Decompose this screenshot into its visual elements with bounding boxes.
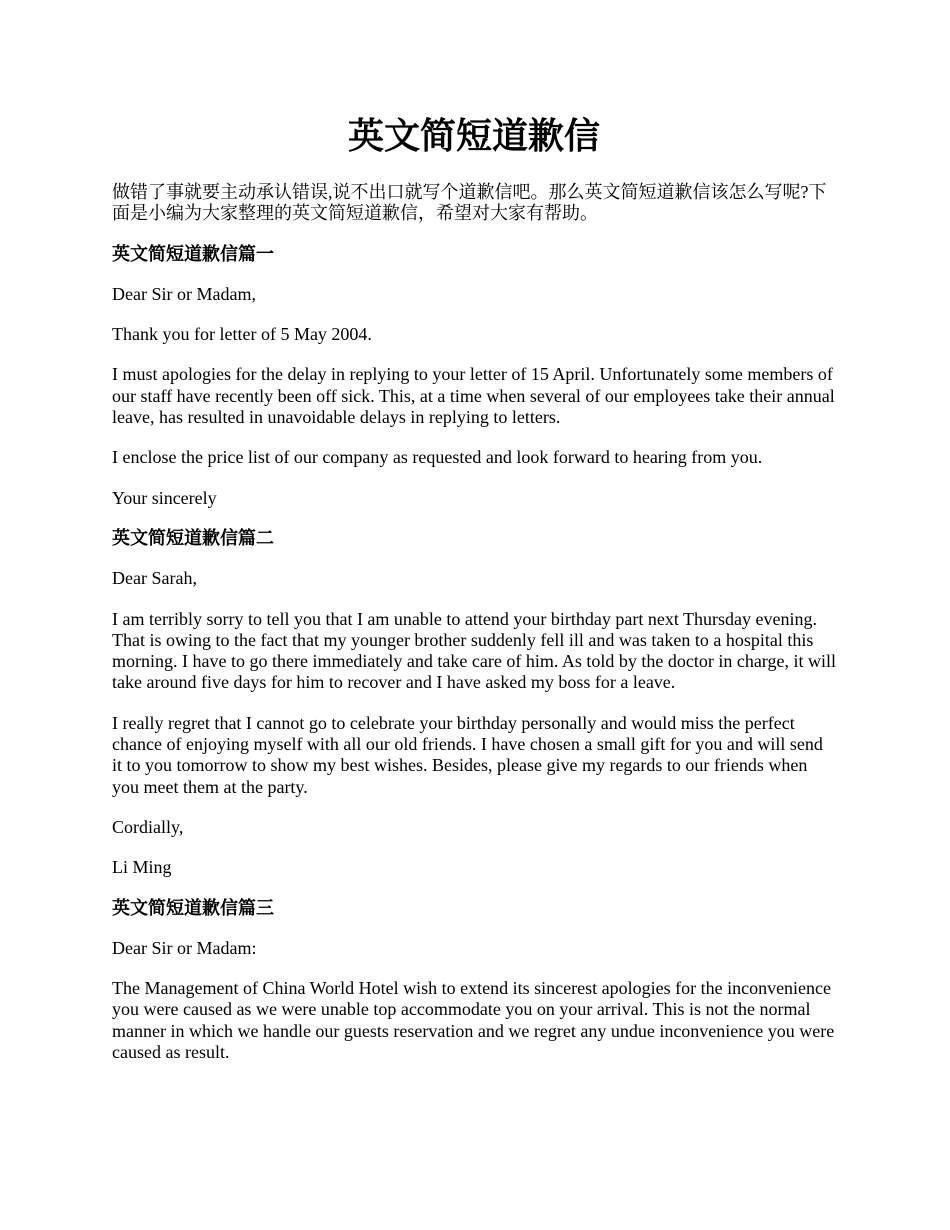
letter-1-paragraph-3: I enclose the price list of our company as requested and look forward to hearing from you.: [112, 447, 763, 468]
letter-1-heading: 英文简短道歉信篇一: [112, 243, 274, 264]
letter-1-paragraph-2: I must apologies for the delay in replying to your letter of 15 April. Unfortunately some members of our staff have recently been off sick. This, at a time when several of our employees take their annual leave, has resulted in unavoidable delays in replying to letters.: [112, 364, 835, 428]
letter-3-heading: 英文简短道歉信篇三: [112, 897, 274, 918]
letter-2-paragraph-2: I really regret that I cannot go to celebrate your birthday personally and would miss the perfect chance of enjoying myself with all our old friends. I have chosen a small gift for you and will send it to you tomorrow to show my best wishes. Besides, please give my regards to our friends when you meet them at the party.: [112, 712, 823, 797]
letter-3-paragraph-1: The Management of China World Hotel wish to extend its sincerest apologies for the inconvenience you were caused as we were unable top accommodate you on your arrival. This is not the normal manner in which we handle our guests reservation and we regret any undue inconvenience you were caused as result.: [112, 978, 835, 1063]
document-page: [112, 112, 836, 1082]
intro-paragraph: 做错了事就要主动承认错误,说不出口就写个道歉信吧。那么英文简短道歉信该怎么写呢?下面是小编为大家整理的英文简短道歉信，希望对大家有帮助。: [112, 182, 827, 224]
document-title: 英文简短道歉信: [347, 116, 600, 156]
letter-1-closing: Your sincerely: [112, 487, 217, 508]
letter-2-signature: Li Ming: [112, 857, 172, 878]
letter-2-salutation: Dear Sarah,: [112, 568, 197, 589]
letter-3-salutation: Dear Sir or Madam:: [112, 937, 257, 958]
letter-2-heading: 英文简短道歉信篇二: [112, 527, 274, 548]
letter-2-closing: Cordially,: [112, 816, 184, 837]
letter-2-paragraph-1: I am terribly sorry to tell you that I am unable to attend your birthday part next Thursday evening. That is owing to the fact that my younger brother suddenly fell ill and was taken to a hospital this morning. I have to go there immediately and take care of him. As told by the doctor in charge, it will take around five days for him to recover and I have asked my boss for a leave.: [112, 608, 836, 693]
letter-1-salutation: Dear Sir or Madam,: [112, 283, 256, 304]
letter-1-paragraph-1: Thank you for letter of 5 May 2004.: [112, 324, 372, 345]
